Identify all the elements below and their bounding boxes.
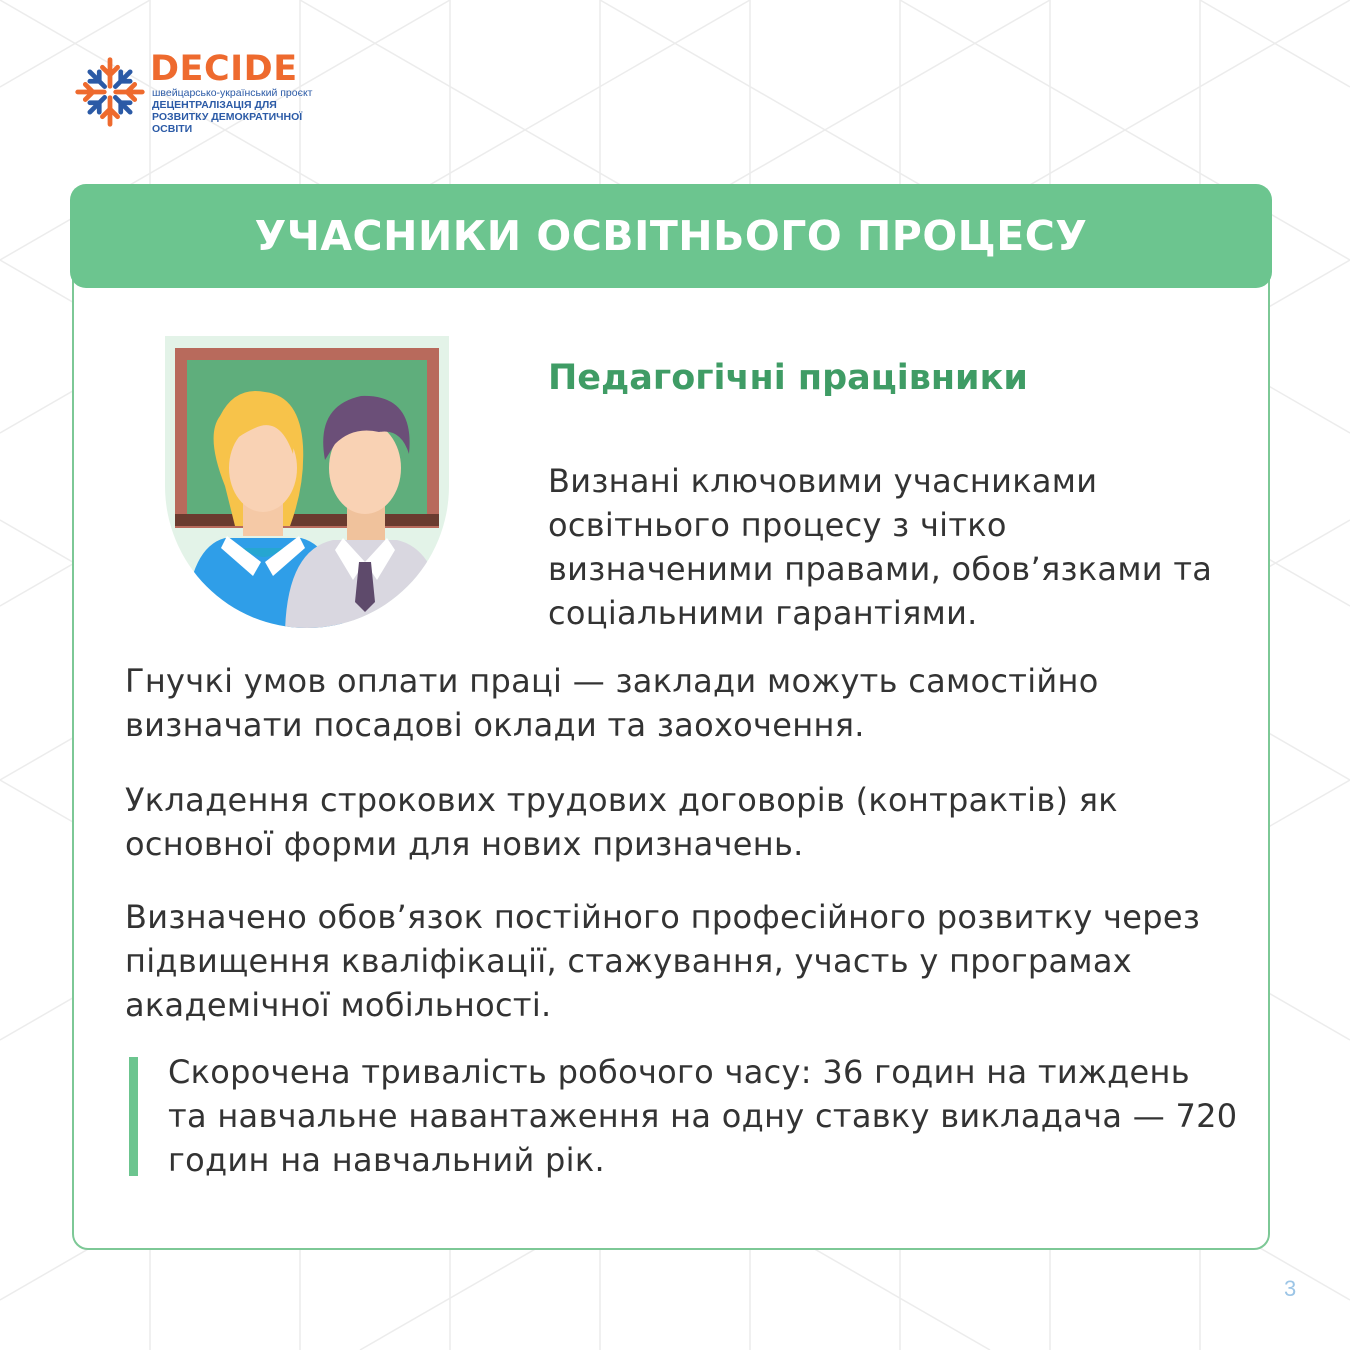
- card-subtitle: Педагогічні працівники: [548, 358, 1028, 398]
- decide-snowflake-icon: [72, 54, 148, 130]
- logo-subtitle-line1: швейцарсько-український проєкт: [152, 87, 313, 99]
- logo-subtitle-line2: ДЕЦЕНТРАЛІЗАЦІЯ ДЛЯ РОЗВИТКУ ДЕМОКРАТИЧНОЇ ОСВІТИ: [152, 99, 303, 135]
- paragraph-development: Визначено обов’язок постійного професійного розвитку через підвищення кваліфікації, стажування, участь у програмах академічної мобільності.: [125, 898, 1201, 1024]
- logo-name: DECIDE: [150, 49, 298, 89]
- intro-text: Визнані ключовими учасниками освітнього процесу з чітко визначеними правами, обов’язками та соціальними гарантіями.: [548, 462, 1213, 632]
- highlight-text: Скорочена тривалість робочого часу: 36 годин на тиждень та навчальне навантаження на одну ставку викладача — 720 годин на навчальний рік.: [168, 1053, 1238, 1179]
- highlight-bar: [129, 1057, 138, 1176]
- paragraph-salary: Гнучкі умов оплати праці — заклади можуть самостійно визначати посадові оклади та заохочення.: [125, 662, 1099, 744]
- paragraph-contracts: Укладення строкових трудових договорів (контрактів) як основної форми для нових призначень.: [125, 781, 1118, 863]
- page-number: 3: [1284, 1276, 1297, 1301]
- card-title: УЧАСНИКИ ОСВІТНЬОГО ПРОЦЕСУ: [254, 212, 1088, 260]
- teachers-icon: [165, 336, 449, 632]
